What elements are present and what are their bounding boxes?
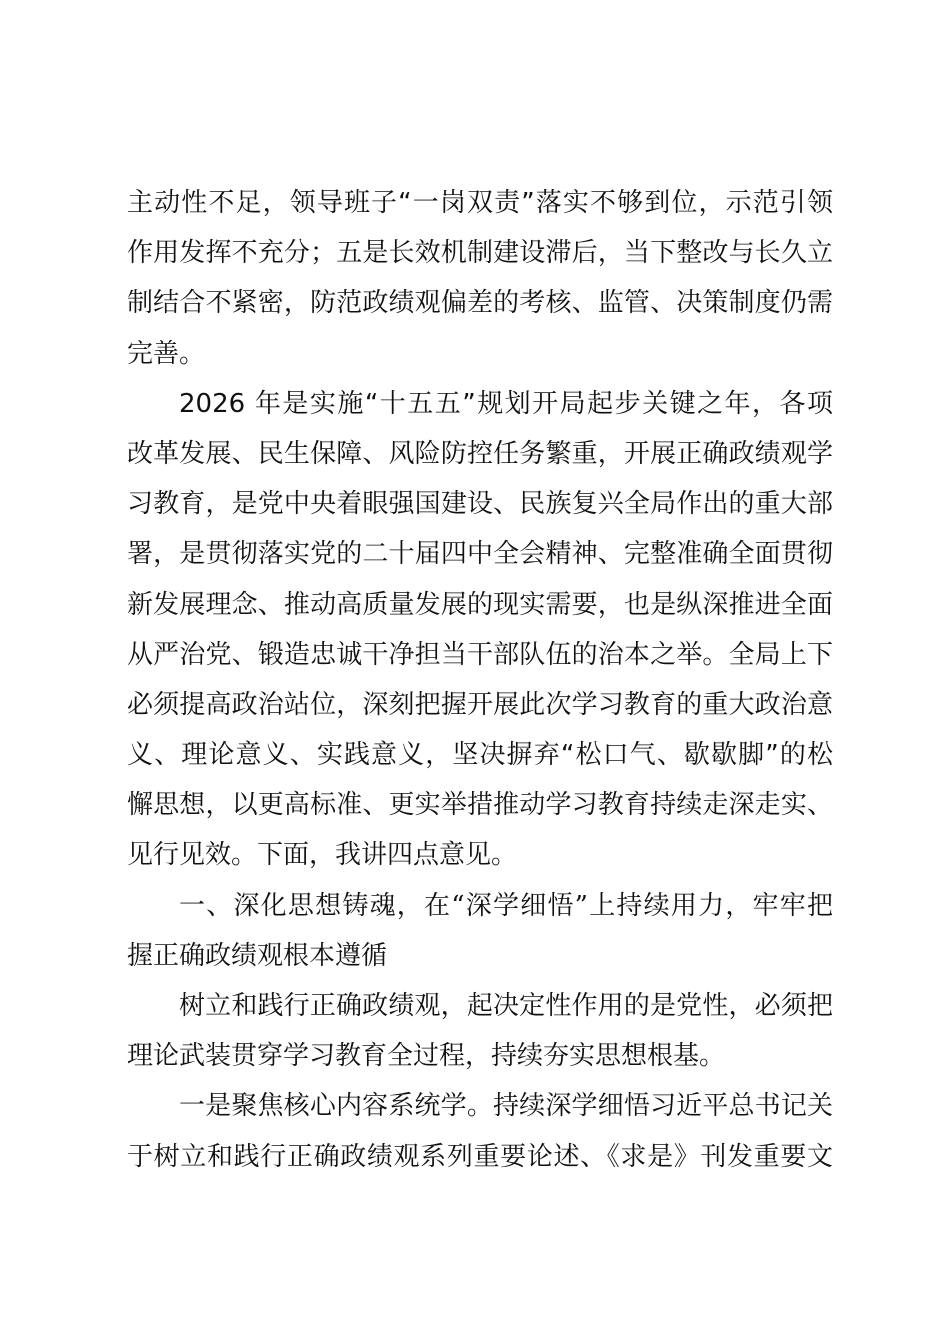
- body-text-line: 习教育，是党中央着眼强国建设、民族复兴全局作出的重大部: [127, 489, 833, 520]
- body-text-line: 一是聚焦核心内容系统学。持续深学细悟习近平总书记关: [179, 1091, 833, 1122]
- section-heading-line: 握正确政绩观根本遵循: [127, 940, 388, 971]
- body-text-line: 必须提高政治站位，深刻把握开展此次学习教育的重大政治意: [127, 689, 833, 720]
- body-text-line: 懈思想，以更高标准、更实举措推动学习教育持续走深走实、: [127, 790, 833, 821]
- body-text-line: 理论武装贯穿学习教育全过程，持续夯实思想根基。: [127, 1041, 726, 1072]
- body-text-line: 从严治党、锻造忠诚干净担当干部队伍的治本之举。全局上下: [127, 639, 833, 670]
- body-text-line: 义、理论意义、实践意义，坚决摒弃“松口气、歇歇脚”的松: [127, 740, 833, 771]
- document-body: [127, 178, 833, 1182]
- body-text-line: 署，是贯彻落实党的二十届四中全会精神、完整准确全面贯彻: [127, 539, 833, 570]
- body-text-line: 完善。: [127, 338, 206, 369]
- section-heading-line: 一、深化思想铸魂，在“深学细悟”上持续用力，牢牢把: [179, 890, 833, 921]
- body-text-line: 树立和践行正确政绩观，起决定性作用的是党性，必须把: [179, 991, 833, 1021]
- body-text-line: 见行见效。下面，我讲四点意见。: [127, 840, 518, 871]
- body-text-line: 于树立和践行正确政绩观系列重要论述、《求是》刊发重要文: [127, 1141, 833, 1172]
- body-text-line: 作用发挥不充分；五是长效机制建设滞后，当下整改与长久立: [127, 238, 833, 269]
- body-text-line: 新发展理念、推动高质量发展的现实需要，也是纵深推进全面: [127, 589, 833, 620]
- body-text-line: 主动性不足，领导班子“一岗双责”落实不够到位，示范引领: [127, 188, 833, 218]
- body-text-line: 制结合不紧密，防范政绩观偏差的考核、监管、决策制度仍需: [127, 288, 833, 319]
- body-text-line: 2026 年是实施“十五五”规划开局起步关键之年，各项: [179, 388, 833, 419]
- body-text-line: 改革发展、民生保障、风险防控任务繁重，开展正确政绩观学: [127, 438, 833, 469]
